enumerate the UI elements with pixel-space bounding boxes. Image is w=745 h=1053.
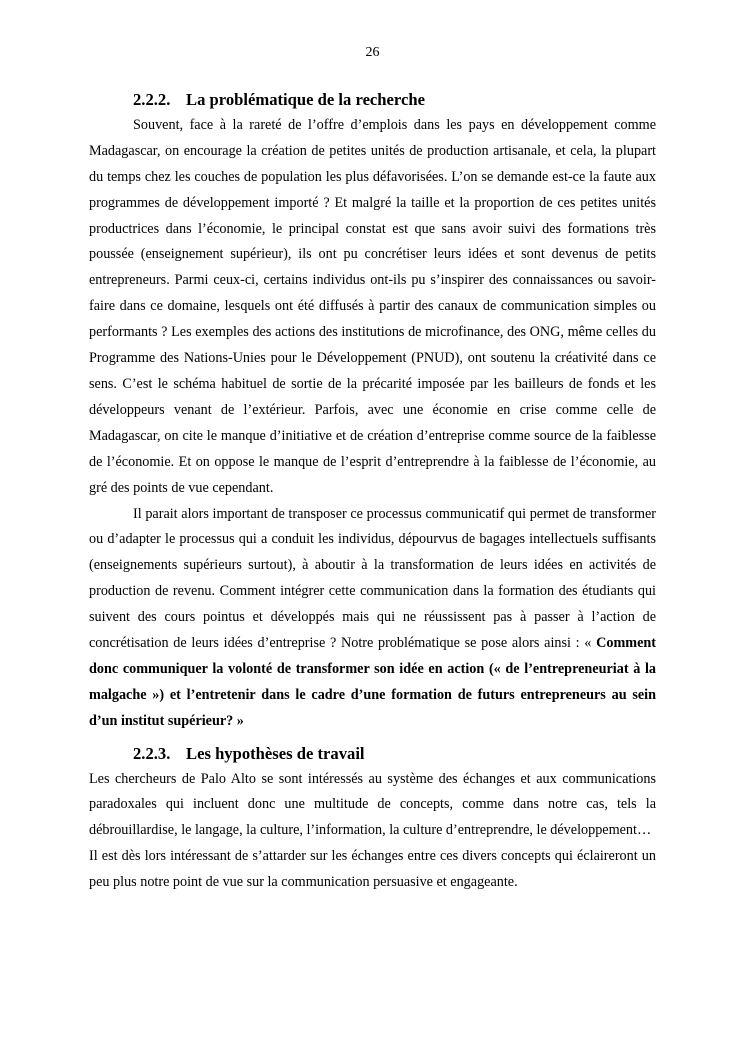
paragraph-problematique-2-intro: Il parait alors important de transposer ce processus communicatif qui permet de transformer ou d’adapter le processus qui a conduit les individus, dépourvus de bagages intellectuels suffisants (enseignements supérieurs surtout), à aboutir à la transformation de leurs idées en activités de production de revenu. Comment intégrer cette communication dans la formation des étudiants qui suivent des cours pointus et développés mais qui ne réussissent pas à passer à l’action de concrétisation de leurs idées d’entreprise ? Notre problématique se pose alors ainsi : « bbox=[89, 505, 656, 652]
section-title: La problématique de la recherche bbox=[186, 90, 425, 109]
paragraph-hypotheses-1: Les chercheurs de Palo Alto se sont intéressés au système des échanges et aux communications paradoxales qui incluent donc une multitude de concepts, comme dans notre cas, tels la débrouillardise, le langage, la culture, l’information, la culture d’entreprendre, le développement… bbox=[89, 770, 656, 839]
page-content bbox=[89, 87, 656, 896]
section-number: 2.2.3. bbox=[133, 743, 171, 763]
page-number: 26 bbox=[365, 45, 380, 60]
section-number: 2.2.2. bbox=[133, 90, 171, 109]
section-heading-hypotheses bbox=[89, 741, 656, 767]
section-title: Les hypothèses de travail bbox=[186, 743, 365, 763]
paragraph-problematique-1: Souvent, face à la rareté de l’offre d’emplois dans les pays en développement comme Madagascar, on encourage la création de petites unités de production artisanale, et cela, la plupart du temps chez les couches de population les plus défavorisées. L’on se demande est-ce la faute aux programmes de développement importé ? Et malgré la taille et la proportion de ces petites unités productrices dans l’économie, le principal constat est que sans avoir suivi des formations très poussée (enseignement supérieur), ils ont pu concrétiser leurs idées et sont devenus de petits entrepreneurs. Parmi ceux-ci, certains individus ont-ils pu s’inspirer des connaissances ou savoir-faire dans ce domaine, lesquels ont été diffusés à partir des canaux de communication simples ou performants ? Les exemples des actions des institutions de microfinance, des ONG, même celles du Programme des Nations-Unies pour le Développement (PNUD), ont soutenu la créativité dans ce sens. C’est le schéma habituel de sortie de la précarité imposée par les bailleurs de fonds et les développeurs venant de l’extérieur. Parfois, avec une économie en crise comme celle de Madagascar, on cite le manque d’initiative et de création d’entreprise comme source de la faiblesse de l’économie. Et on oppose le manque de l’esprit d’entreprendre à la faiblesse de l’économie, au gré des points de vue cependant. bbox=[89, 116, 656, 496]
paragraph-problematique-2 bbox=[89, 502, 656, 735]
paragraph-hypotheses-2: Il est dès lors intéressant de s’attarder sur les échanges entre ces divers concepts qui éclaireront un peu plus notre point de vue sur la communication persuasive et engageante. bbox=[89, 848, 656, 891]
section-heading-problematique bbox=[89, 87, 656, 113]
research-question: Comment donc communiquer la volonté de transformer son idée en action (« de l’entrepreneuriat à la malgache ») et l’entretenir dans le cadre d’une formation de futurs entrepreneurs au sein d’un institut supérieur? » bbox=[89, 635, 656, 729]
